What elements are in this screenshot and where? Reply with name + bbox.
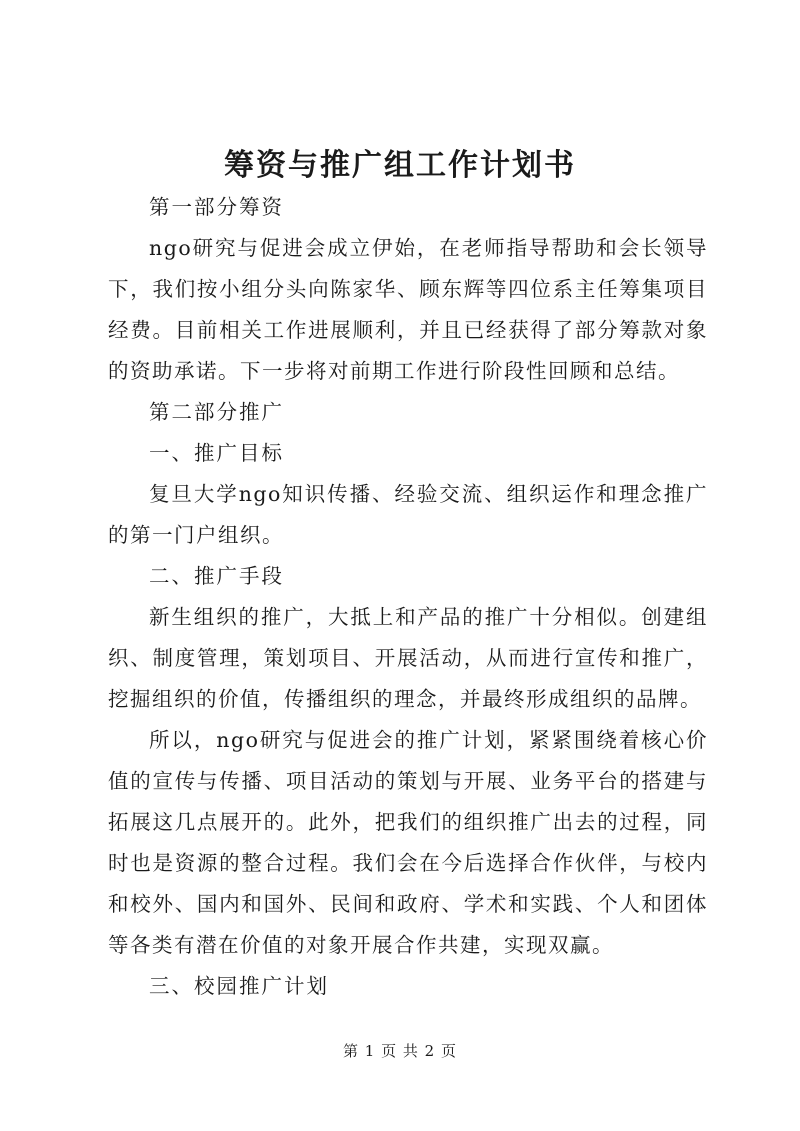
document-title: 筹资与推广组工作计划书 (224, 148, 576, 183)
page-number-footer: 第 1 页 共 2 页 (343, 1042, 457, 1060)
document-body (108, 187, 708, 1007)
subheading-campus-plan: 三、校园推广计划 (149, 974, 329, 998)
paragraph-fundraising: ngo研究与促进会成立伊始，在老师指导帮助和会长领导下，我们按小组分头向陈家华、顾东辉等四位系主任筹集项目经费。目前相关工作进展顺利，并且已经获得了部分筹款对象的资助承诺。下一步将对前期工作进行阶段性回顾和总结。 (108, 236, 708, 383)
section-heading-fundraising: 第一部分筹资 (149, 195, 284, 219)
paragraph-promotion-goal: 复旦大学ngo知识传播、经验交流、组织运作和理念推广的第一门户组织。 (108, 482, 708, 547)
paragraph-promotion-plan: 所以，ngo研究与促进会的推广计划，紧紧围绕着核心价值的宣传与传播、项目活动的策划与开展、业务平台的搭建与拓展这几点展开的。此外，把我们的组织推广出去的过程，同时也是资源的整合过程。我们会在今后选择合作伙伴，与校内和校外、国内和国外、民间和政府、学术和实践、个人和团体等各类有潜在价值的对象开展合作共建，实现双赢。 (108, 728, 708, 957)
subheading-promotion-means: 二、推广手段 (149, 564, 284, 588)
section-heading-promotion: 第二部分推广 (149, 400, 284, 424)
paragraph-promotion-means: 新生组织的推广，大抵上和产品的推广十分相似。创建组织、制度管理，策划项目、开展活动，从而进行宣传和推广，挖掘组织的价值，传播组织的理念，并最终形成组织的品牌。 (108, 605, 708, 711)
subheading-promotion-goal: 一、推广目标 (149, 441, 284, 465)
